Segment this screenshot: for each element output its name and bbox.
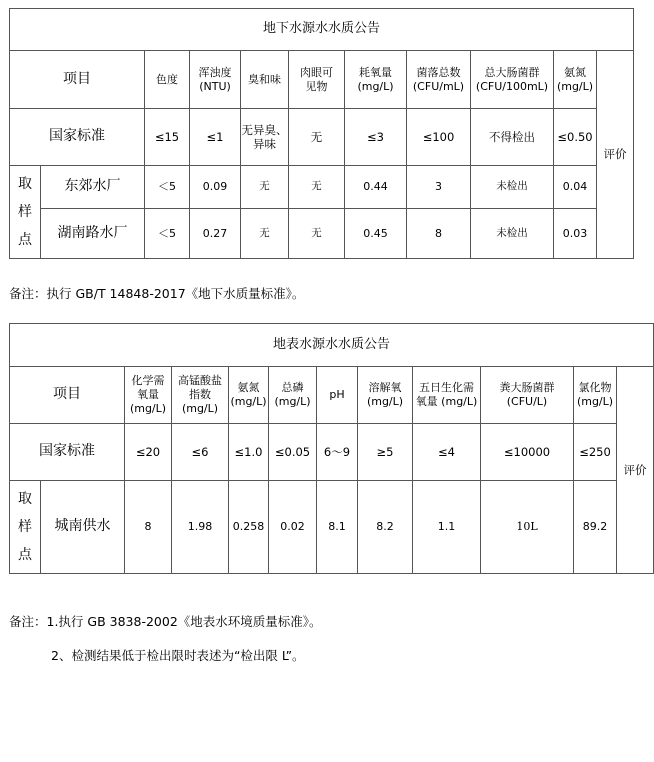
header-color: 色度	[145, 51, 190, 109]
groundwater-quality-table	[9, 8, 634, 259]
standard-label: 国家标准	[10, 109, 145, 166]
row-odor: 无	[241, 209, 289, 259]
row-bod: 1.1	[413, 481, 481, 574]
row-name: 湖南路水厂	[41, 209, 145, 259]
standard-cod: ≤20	[125, 424, 172, 481]
header-turbidity: 浑浊度 (NTU)	[190, 51, 241, 109]
row-color: ＜5	[145, 209, 190, 259]
row-ph: 8.1	[317, 481, 358, 574]
header-odor: 臭和味	[241, 51, 289, 109]
row-ammonia: 0.04	[554, 166, 597, 209]
header-permanganate: 高锰酸盐 指数 (mg/L)	[172, 367, 229, 424]
header-do: 溶解氧 (mg/L)	[358, 367, 413, 424]
header-cod: 耗氧量 (mg/L)	[345, 51, 407, 109]
row-cod: 8	[125, 481, 172, 574]
row-do: 8.2	[358, 481, 413, 574]
header-ph: pH	[317, 367, 358, 424]
table-title: 地表水源水水质公告	[10, 324, 654, 367]
header-colony: 菌落总数 (CFU/mL)	[407, 51, 471, 109]
header-eval: 评价	[597, 51, 634, 259]
row-color: ＜5	[145, 166, 190, 209]
table-row	[10, 481, 654, 574]
standard-do: ≥5	[358, 424, 413, 481]
row-cod: 0.45	[345, 209, 407, 259]
header-phosphorus: 总磷 (mg/L)	[269, 367, 317, 424]
row-odor: 无	[241, 166, 289, 209]
standard-coliform: 不得检出	[471, 109, 554, 166]
row-coliform: 未检出	[471, 166, 554, 209]
sample-point-label: 取 样 点	[10, 481, 41, 574]
surface-water-quality-table	[9, 323, 654, 574]
standard-odor: 无异臭、 异味	[241, 109, 289, 166]
header-ammonia: 氨氮 (mg/L)	[554, 51, 597, 109]
row-ammonia: 0.258	[229, 481, 269, 574]
row-turbidity: 0.27	[190, 209, 241, 259]
standard-turbidity: ≤1	[190, 109, 241, 166]
row-cod: 0.44	[345, 166, 407, 209]
header-bod: 五日生化需 氧量 (mg/L)	[413, 367, 481, 424]
header-ammonia: 氨氮 (mg/L)	[229, 367, 269, 424]
standard-chloride: ≤250	[574, 424, 617, 481]
standard-bod: ≤4	[413, 424, 481, 481]
surface-note-1: 备注：1.执行 GB 3838-2002《地表水环境质量标准》。	[9, 614, 322, 629]
standard-colony: ≤100	[407, 109, 471, 166]
header-item: 项目	[10, 51, 145, 109]
row-chloride: 89.2	[574, 481, 617, 574]
standard-row	[10, 109, 634, 166]
header-coliform: 总大肠菌群 (CFU/100mL)	[471, 51, 554, 109]
header-visible: 肉眼可 见物	[289, 51, 345, 109]
standard-cod: ≤3	[345, 109, 407, 166]
header-row	[10, 51, 634, 109]
header-chloride: 氯化物 (mg/L)	[574, 367, 617, 424]
row-name: 城南供水	[41, 481, 125, 574]
header-row	[10, 367, 654, 424]
row-turbidity: 0.09	[190, 166, 241, 209]
row-ammonia: 0.03	[554, 209, 597, 259]
standard-ammonia: ≤1.0	[229, 424, 269, 481]
table-row	[10, 166, 634, 209]
standard-row	[10, 424, 654, 481]
row-name: 东郊水厂	[41, 166, 145, 209]
groundwater-note: 备注：执行 GB/T 14848-2017《地下水质量标准》。	[9, 286, 305, 301]
row-permanganate: 1.98	[172, 481, 229, 574]
standard-ammonia: ≤0.50	[554, 109, 597, 166]
surface-note-2: 2、检测结果低于检出限时表述为“检出限 L”。	[51, 648, 305, 663]
row-coliform: 未检出	[471, 209, 554, 259]
table-title: 地下水源水水质公告	[10, 9, 634, 51]
header-fecal-coliform: 粪大肠菌群 (CFU/L)	[481, 367, 574, 424]
row-phosphorus: 0.02	[269, 481, 317, 574]
standard-phosphorus: ≤0.05	[269, 424, 317, 481]
standard-ph: 6～9	[317, 424, 358, 481]
header-eval: 评价	[617, 367, 654, 574]
standard-label: 国家标准	[10, 424, 125, 481]
sample-point-label: 取 样 点	[10, 166, 41, 259]
row-fecal-coliform: 10L	[481, 481, 574, 574]
row-visible: 无	[289, 166, 345, 209]
row-colony: 8	[407, 209, 471, 259]
standard-fecal-coliform: ≤10000	[481, 424, 574, 481]
header-item: 项目	[10, 367, 125, 424]
row-visible: 无	[289, 209, 345, 259]
row-colony: 3	[407, 166, 471, 209]
standard-color: ≤15	[145, 109, 190, 166]
standard-visible: 无	[289, 109, 345, 166]
table-row	[10, 209, 634, 259]
standard-permanganate: ≤6	[172, 424, 229, 481]
header-cod: 化学需 氧量 (mg/L)	[125, 367, 172, 424]
